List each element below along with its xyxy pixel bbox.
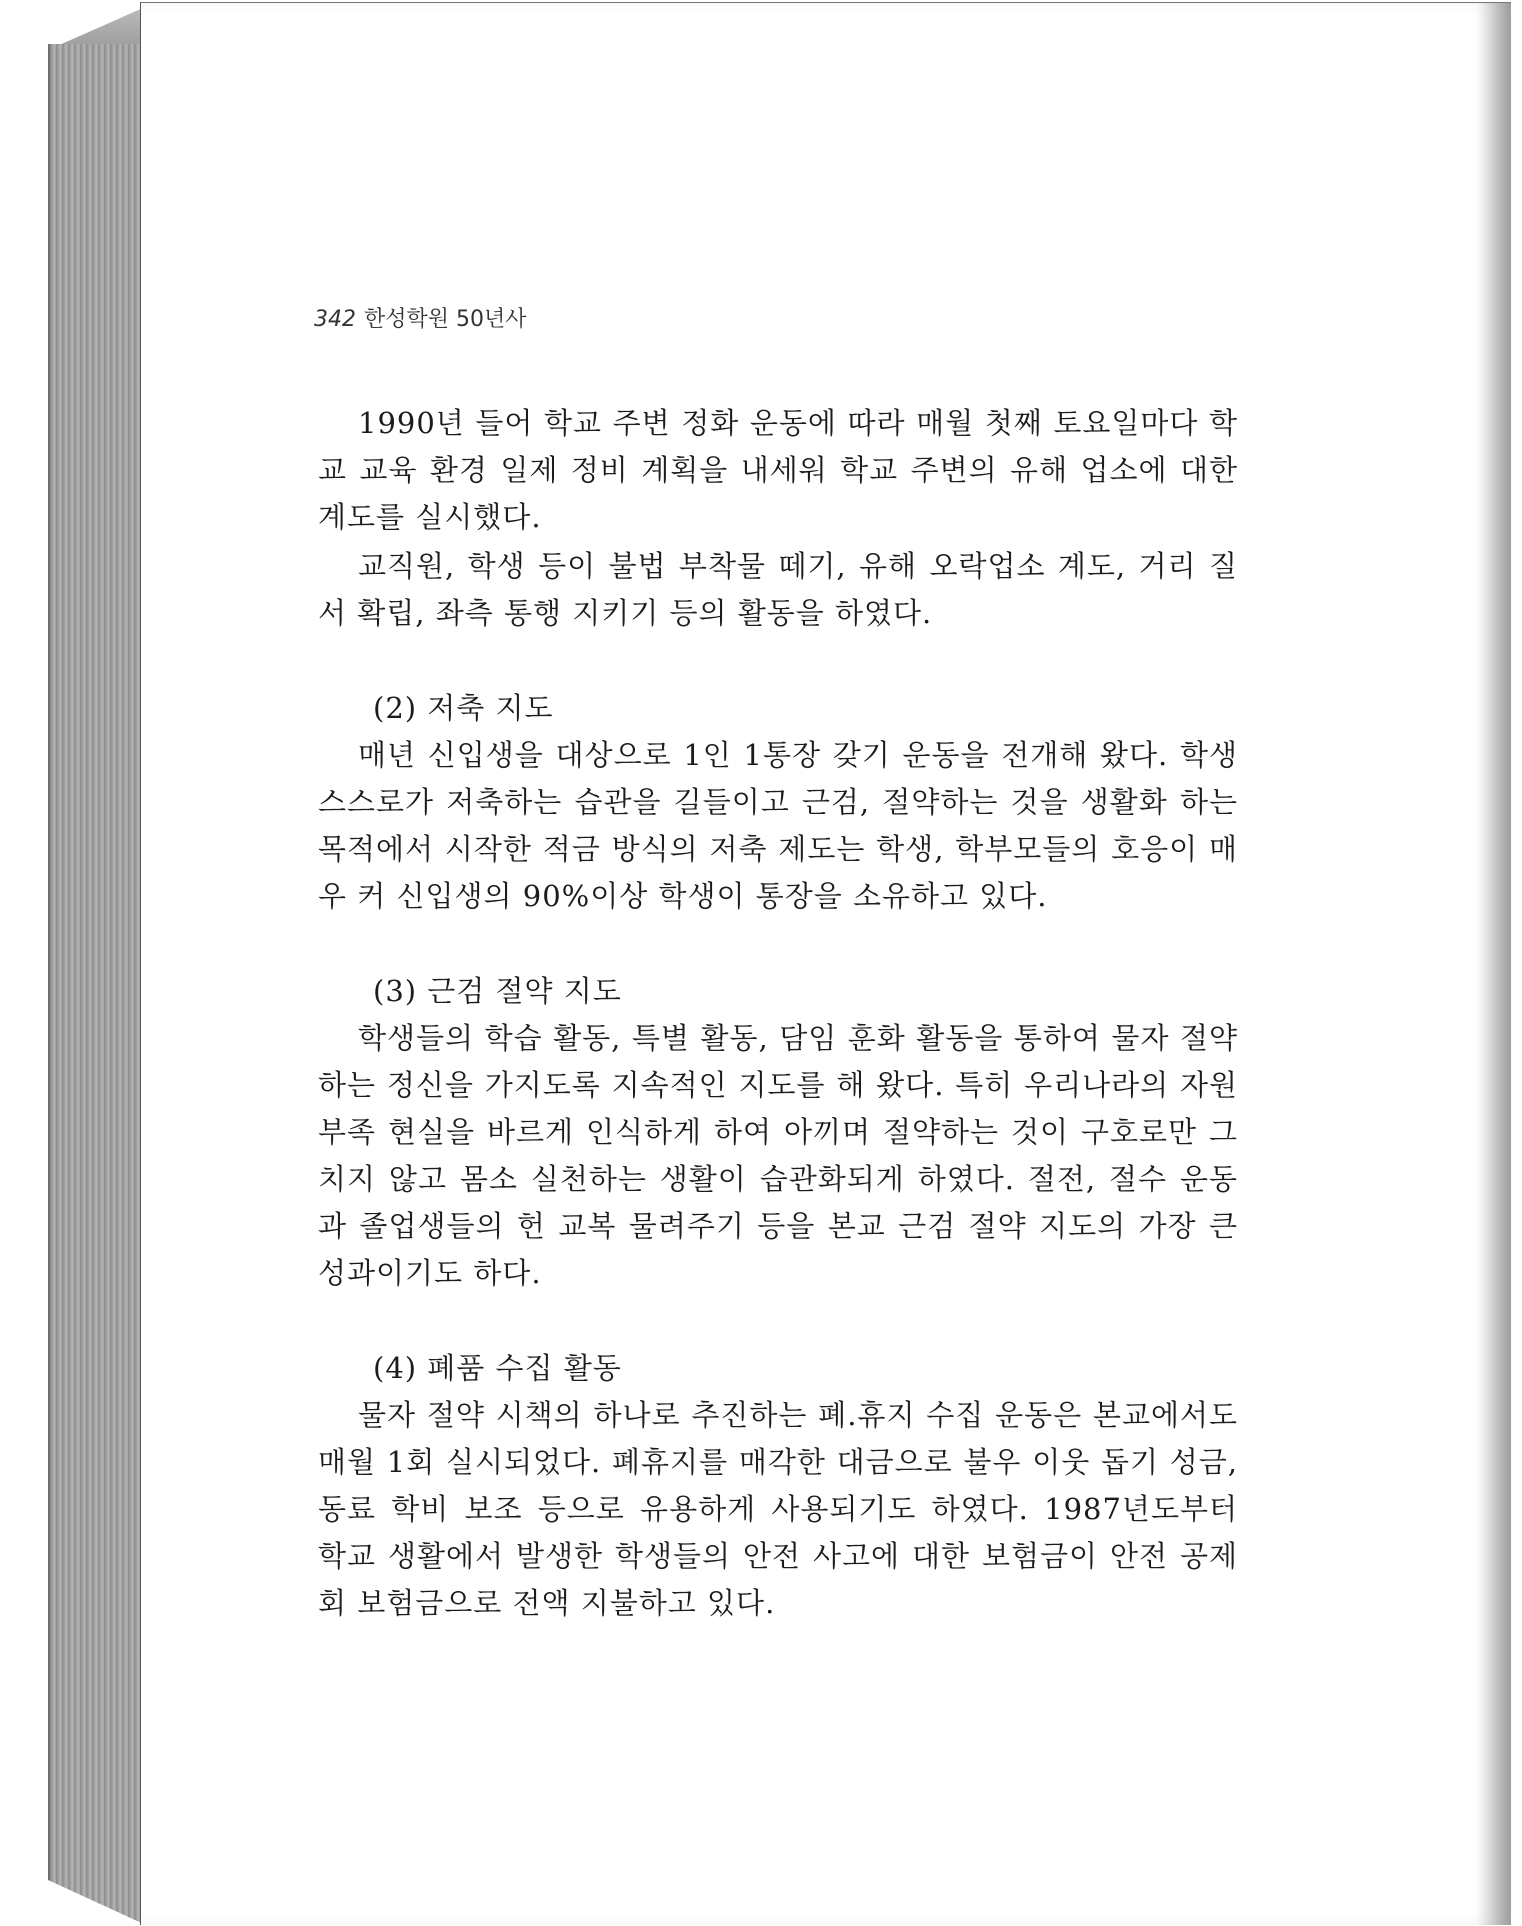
body-text — [318, 400, 1238, 1627]
page-number: 342 — [314, 307, 356, 332]
paragraph: 매년 신입생을 대상으로 1인 1통장 갖기 운동을 전개해 왔다. 학생 스스로가 저축하는 습관을 길들이고 근검, 절약하는 것을 생활화 하는 목적에서 시작한 적금 방식의 저축 제도는 학생, 학부모들의 호응이 매우 커 신입생의 90%이상 학생이 통장을 소유하고 있다. — [318, 738, 1238, 913]
section-heading: (4) 폐품 수집 활동 — [373, 1351, 622, 1385]
section-heading: (3) 근검 절약 지도 — [373, 974, 622, 1008]
paragraph: 교직원, 학생 등이 불법 부착물 떼기, 유해 오락업소 계도, 거리 질서 확립, 좌측 통행 지키기 등의 활동을 하였다. — [318, 549, 1238, 630]
paragraph: 물자 절약 시책의 하나로 추진하는 폐.휴지 수집 운동은 본교에서도 매월 1회 실시되었다. 폐휴지를 매각한 대금으로 불우 이웃 돕기 성금, 동료 학비 보조 등으로 유용하게 사용되기도 하였다. 1987년도부터 학교 생활에서 발생한 학생들의 안전 사고에 대한 보험금이 안전 공제회 보험금으로 전액 지불하고 있다. — [318, 1398, 1238, 1620]
section-heading: (2) 저축 지도 — [373, 691, 554, 725]
book-title: 한성학원 50년사 — [364, 307, 527, 332]
running-head — [314, 302, 527, 333]
paragraph: 학생들의 학습 활동, 특별 활동, 담임 훈화 활동을 통하여 물자 절약하는 정신을 가지도록 지속적인 지도를 해 왔다. 특히 우리나라의 자원 부족 현실을 바르게 인식하게 하여 아끼며 절약하는 것이 구호로만 그치지 않고 몸소 실천하는 생활이 습관화되게 하였다. 절전, 절수 운동과 졸업생들의 헌 교복 물려주기 등을 본교 근검 절약 지도의 가장 큰 성과이기도 하다. — [318, 1021, 1238, 1290]
paragraph: 1990년 들어 학교 주변 정화 운동에 따라 매월 첫째 토요일마다 학교 교육 환경 일제 정비 계획을 내세워 학교 주변의 유해 업소에 대한 계도를 실시했다. — [318, 406, 1238, 534]
page-gutter-shadow — [1477, 3, 1511, 1925]
book-page-edges — [48, 44, 150, 1924]
